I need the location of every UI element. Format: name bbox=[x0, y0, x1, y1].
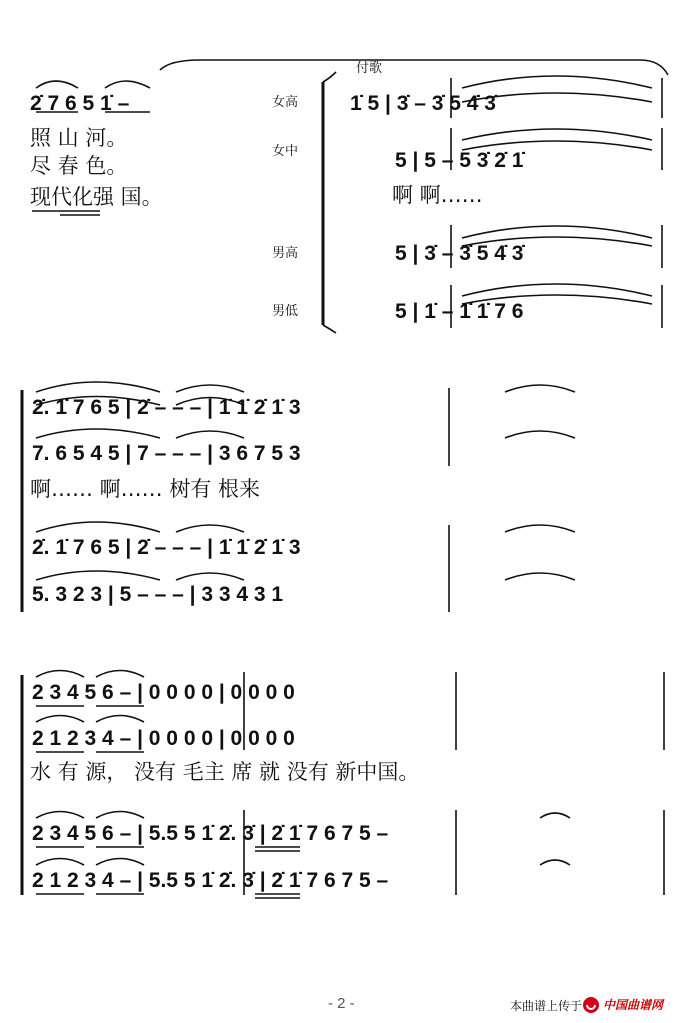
s1-row-tenor: 5 | 3̇ – 3̇ 5 4̇ 3̇ bbox=[395, 242, 524, 265]
s1-lyric-1: 照 山 河。 bbox=[30, 126, 128, 150]
s3-row-tenor: 2 3 4 5 6 – | 5.5 5 1̇ 2̇. 3̇ | 2̇ 1̇ 7 6 7 5 – bbox=[32, 822, 389, 845]
s2-row-soprano: 2̇. 1̇ 7 6 5 | 2̇ – – – | 1̇ 1̇ 2̇ 1̇ 3 bbox=[32, 396, 301, 419]
s3-row-soprano: 2 3 4 5 6 – | 0 0 0 0 | 0 0 0 0 bbox=[32, 681, 295, 704]
part-label-soprano: 女高 bbox=[272, 95, 299, 110]
part-label-bass: 男低 bbox=[272, 304, 299, 319]
s1-row-lyrics: 啊 啊…… bbox=[392, 183, 483, 207]
s2-row-lyrics: 啊…… 啊…… 树有 根来 bbox=[30, 477, 261, 501]
s3-row-alto: 2 1 2 3 4 – | 0 0 0 0 | 0 0 0 0 bbox=[32, 727, 295, 750]
part-label-tenor: 男高 bbox=[272, 246, 299, 261]
s2-row-alto: 7. 6 5 4 5 | 7 – – – | 3 6 7 5 3 bbox=[32, 442, 301, 465]
s1-lyric-3: 现代化强 国。 bbox=[30, 185, 163, 209]
page-number: - 2 - bbox=[328, 995, 355, 1012]
s2-row-bass: 5. 3 2 3 | 5 – – – | 3 3 4 3 1 bbox=[32, 583, 284, 606]
s3-row-lyrics: 水 有 源， 没有 毛主 席 就 没有 新中国。 bbox=[30, 760, 420, 784]
s1-lyric-2: 尽 春 色。 bbox=[30, 154, 128, 178]
part-label-alto: 女中 bbox=[272, 144, 299, 159]
site-name: 中国曲谱网 bbox=[603, 998, 664, 1012]
s1-row-bass: 5 | 1̇ – 1̇ 1̇ 7 6 bbox=[395, 300, 524, 323]
s1-left-notes: 2̇ 7 6 5 1̇ – bbox=[30, 92, 130, 115]
s3-row-bass: 2 1 2 3 4 – | 5.5 5 1̇ 2̇. 3̇ | 2̇ 1̇ 7 6 7 5 – bbox=[32, 869, 389, 892]
section-label: 付歌 bbox=[356, 61, 383, 76]
s1-row-soprano: 1̇ 5 | 3̇ – 3̇ 5 4̇ 3̇ bbox=[350, 92, 496, 115]
s1-row-alto: 5 | 5 – 5 3̇ 2̇ 1̇ bbox=[395, 149, 524, 172]
s2-row-tenor: 2̇. 1̇ 7 6 5 | 2̇ – – – | 1̇ 1̇ 2̇ 1̇ 3 bbox=[32, 536, 301, 559]
upload-note: 本曲谱上传于 bbox=[510, 999, 583, 1013]
